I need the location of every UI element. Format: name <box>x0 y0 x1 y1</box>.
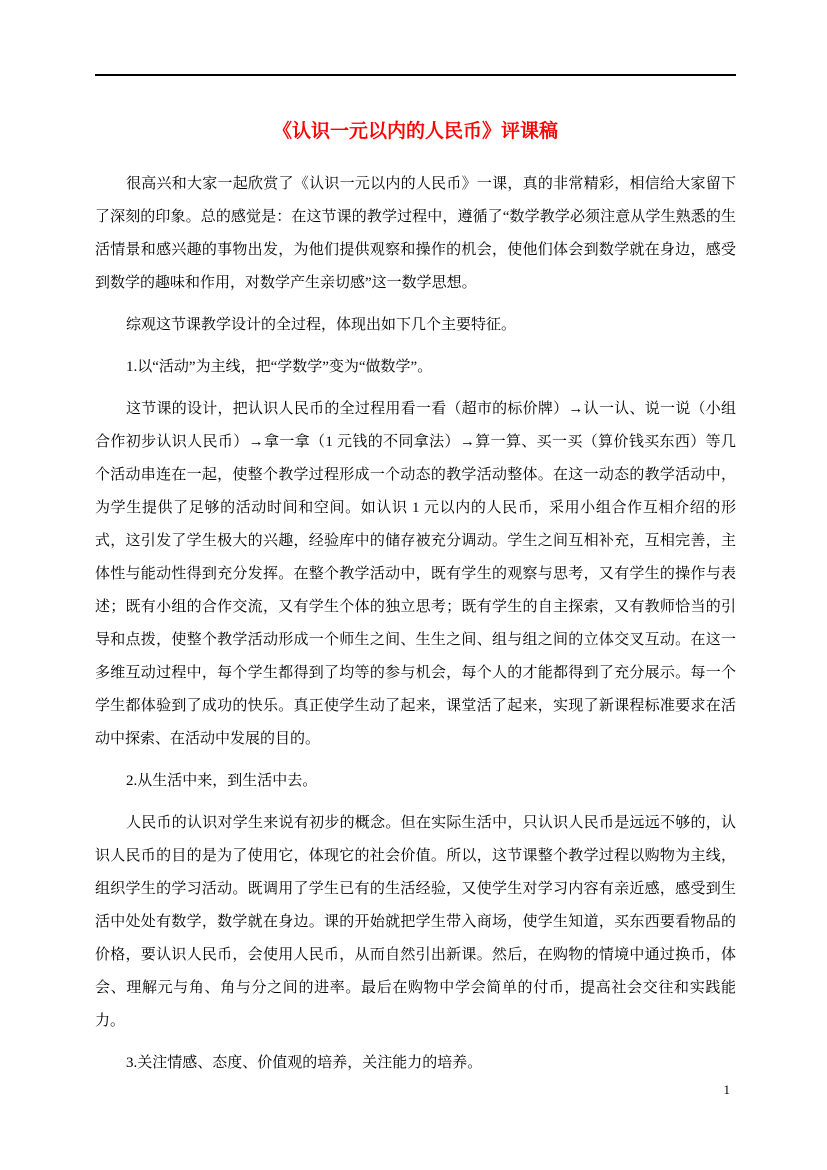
paragraph-heading-3: 3.关注情感、态度、价值观的培养，关注能力的培养。 <box>126 1055 483 1071</box>
paragraph-heading-2: 2.从生活中来，到生活中去。 <box>126 773 318 789</box>
document-body <box>95 168 736 1080</box>
document-content <box>95 0 736 1089</box>
paragraph-point-2-body: 人民币的认识对学生来说有初步的概念。但在实际生活中，只认识人民币是远远不够的，认识人民币的目的是为了使用它，体现它的社会价值。所以，这节课整个教学过程以购物为主线，组织学生的学习活动。既调用了学生已有的生活经验，又使学生对学习内容有亲近感，感受到生活中处处有数学，数学就在身边。课的开始就把学生带入商场，使学生知道，买东西要看物品的价格，要认识人民币，会使用人民币，从而自然引出新课。然后，在购物的情境中通过换币，体会、理解元与角、角与分之间的进率。最后在购物中学会简单的付币，提高社会交往和实践能力。 <box>95 815 736 1029</box>
document-title: 《认识一元以内的人民币》评课稿 <box>272 121 558 142</box>
paragraph-overview: 综观这节课教学设计的全过程，体现出如下几个主要特征。 <box>126 317 517 333</box>
paragraph-intro: 很高兴和大家一起欣赏了《认识一元以内的人民币》一课，真的非常精彩，相信给大家留下了深刻的印象。总的感觉是：在这节课的教学过程中，遵循了“数学教学必须注意从学生熟悉的生活情景和感兴趣的事物出发，为他们提供观察和操作的机会，使他们体会到数学就在身边，感受到数学的趣味和作用，对数学产生亲切感”这一数学思想。 <box>95 176 736 291</box>
paragraph-heading-1: 1.以“活动”为主线，把“学数学”变为“做数学”。 <box>126 359 433 375</box>
page-number: 1 <box>723 1082 730 1097</box>
paragraph-point-1-body: 这节课的设计，把认识人民币的全过程用看一看（超市的标价牌）→认一认、说一说（小组合作初步认识人民币）→拿一拿（1 元钱的不同拿法）→算一算、买一买（算价钱买东西）等几个活动串连在一起，使整个教学过程形成一个动态的教学活动整体。在这一动态的教学活动中，为学生提供了足够的活动时间和空间。如认识 1 元以内的人民币，采用小组合作互相介绍的形式，这引发了学生极大的兴趣，经验库中的储存被充分调动。学生之间互相补充，互相完善，主体性与能动性得到充分发挥。在整个教学活动中，既有学生的观察与思考，又有学生的操作与表述；既有小组的合作交流，又有学生个体的独立思考；既有学生的自主探索，又有教师恰当的引导和点拨，使整个教学活动形成一个师生之间、生生之间、组与组之间的立体交叉互动。在这一多维互动过程中，每个学生都得到了均等的参与机会，每个人的才能都得到了充分展示。每一个学生都体验到了成功的快乐。真正使学生动了起来，课堂活了起来，实现了新课程标准要求在活动中探索、在活动中发展的目的。 <box>95 401 736 747</box>
header-divider-line <box>95 74 736 76</box>
